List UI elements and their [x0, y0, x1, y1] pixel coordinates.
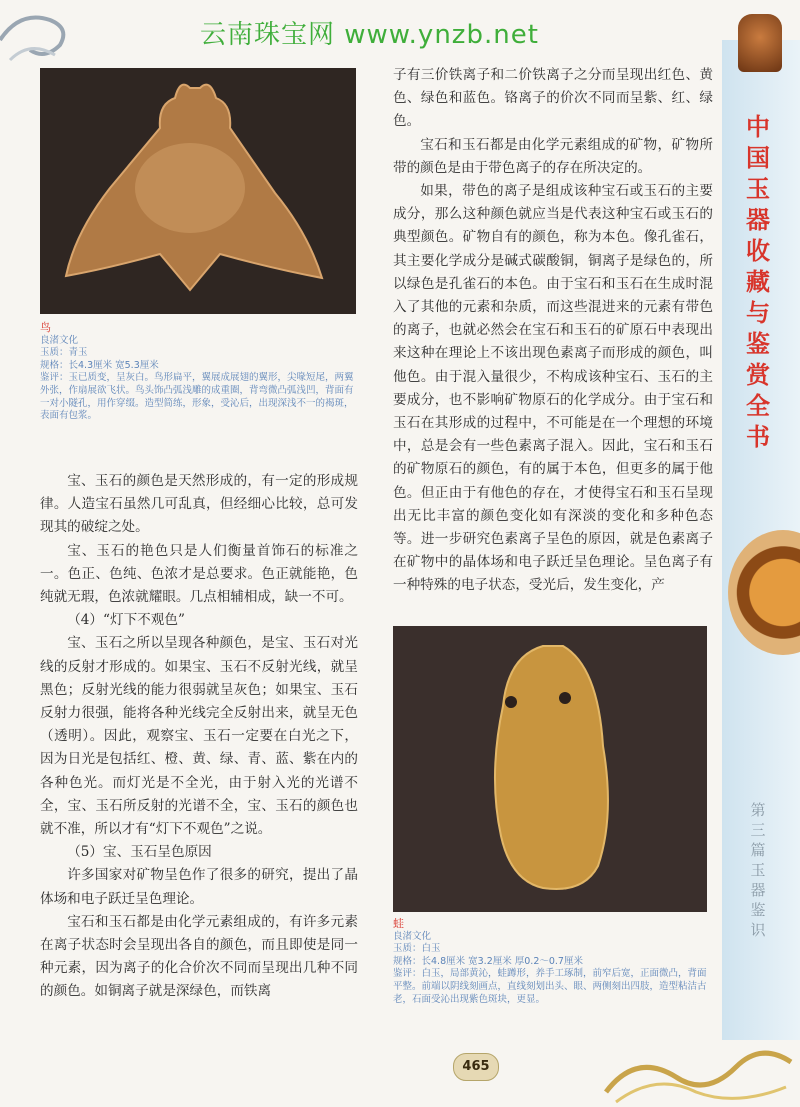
watermark: 云南珠宝网 www.ynzb.net — [200, 20, 539, 50]
section-heading: （5）宝、玉石呈色原因 — [67, 844, 212, 861]
artifact-2-caption — [393, 918, 713, 1006]
artifact-2-material: 玉质：白玉 — [393, 943, 441, 955]
paragraph: 宝、玉石的颜色是天然形成的，有一定的形成规律。人造宝石虽然几可乱真，但经细心比较，总可发现其的破绽之处。 — [40, 473, 358, 536]
paragraph: 宝石和玉石都是由化学元素组成的矿物，矿物所带的颜色是由于带色离子的存在所决定的。 — [393, 136, 713, 176]
bird-jade-photo — [40, 68, 356, 314]
paragraph: 宝、玉石的艳色只是人们衡量首饰石的标准之一。色正、色纯、色浓才是总要求。色正就能艳，色纯就无瑕，色浓就耀眼。几点相辅相成，缺一不可。 — [40, 542, 358, 606]
dragon-ornament — [596, 1032, 800, 1107]
artifact-1-dimensions: 规格：长4.3厘米 宽5.3厘米 — [40, 359, 159, 371]
page-number: 465 — [453, 1053, 499, 1081]
corner-ornament — [0, 0, 90, 70]
paragraph: 如果，带色的离子是组成该种宝石或玉石的主要成分，那么这种颜色就应当是代表这种宝石或玉石的典型颜色。矿物自有的颜色，称为本色。像孔雀石，其主要化学成分是碱式碳酸铜，铜离子是绿色的，所以绿色是孔雀石的本色。由于宝石和玉石在生成时混入了其他的元素和杂质，而这些混进来的元素有带色的离子，也就必然会在宝石和玉石的矿原石中表现出来这种在理论上不该出现色素离子而形成的颜色，叫他色。由于混入量很少，不构成该种宝石、玉石的主要成分，也不影响矿物原石的化学成分。由于宝石和玉石在其形成的过程中，不可能是在一个理想的环境中，总是会有一些色素离子混入。因此，宝石和玉石的矿物原石的颜色，有的属于本色，但更多的属于他色。但正由于有他色的存在，才使得宝石和玉石呈现出无比丰富的颜色变化如有深淡的变化和多种色态等。进一步研究色素离子呈色的原因，就是色素离子在矿物中的晶体场和电子跃迁呈色理论。呈色离子有一种特殊的电子状态，受光后，发生变化，产 — [393, 183, 713, 594]
artifact-2-name: 蛙 — [393, 917, 404, 930]
artifact-2-dimensions: 规格：长4.8厘米 宽3.2厘米 厚0.2～0.7厘米 — [393, 955, 583, 967]
left-column-text — [40, 470, 358, 1004]
artifact-1-culture: 良渚文化 — [40, 334, 79, 346]
artifact-1-material: 玉质：青玉 — [40, 347, 88, 359]
bird-jade-shape — [40, 68, 356, 314]
section-heading: （4）“灯下不观色” — [67, 612, 185, 629]
chapter-label: 第三篇 玉器鉴识 — [750, 801, 766, 939]
sidebar-artifact-image — [738, 14, 782, 72]
paragraph: 宝石和玉石都是由化学元素组成的，有许多元素在离子状态时会呈现出各自的颜色，而且即使是同一种元素，因为离子的化合价次不同而呈现出几种不同的颜色。如铜离子就是深绿色，而铁离 — [40, 913, 358, 1000]
artifact-1-name: 鸟 — [40, 321, 51, 334]
paragraph: 子有三价铁离子和二价铁离子之分而呈现出红色、黄色、绿色和蓝色。铬离子的价次不同而呈紫、红、绿色。 — [393, 67, 713, 130]
artifact-1-caption — [40, 322, 360, 423]
frog-jade-shape — [393, 626, 707, 912]
artifact-1-appraisal: 鉴评：玉已质变，呈灰白。鸟形扁平，翼展成展翅的翼形，尖喙短尾，两翼外张，作扇展欲飞状。鸟头饰凸弧浅雕的成重圈，背弯微凸弧浅凹，背面有一对小隧孔，用作穿缀。造型简练，形象，受沁后，出现深浅不一的褐斑，表面有包浆。 — [40, 372, 354, 422]
frog-jade-photo — [393, 626, 707, 912]
paragraph: 许多国家对矿物呈色作了很多的研究，提出了晶体场和电子跃迁呈色理论。 — [40, 867, 358, 907]
artifact-2-appraisal: 鉴评：白玉，局部黄沁，蛙蹲形，养手工琢制，前窄后宽，正面微凸，背面平整。前端以阴线刻画点，直线刻划出头、眼、两侧刻出四肢，造型粘洁古老，石面受沁出现紫色斑块，更显。 — [393, 968, 707, 1005]
right-column-text — [393, 64, 713, 598]
paragraph: 宝、玉石之所以呈现各种颜色，是宝、玉石对光线的反射才形成的。如果宝、玉石不反射光线，就呈黑色；反射光线的能力很弱就呈灰色；如果宝、玉石反射力很强，能将各种光线完全反射出来，就呈无色（透明）。因此，观察宝、玉石一定要在白光之下，因为日光是包括红、橙、黄、绿、青、蓝、紫在内的各种色光。而灯光是不全光，由于射入光的光谱不全，宝、玉石所反射的光谱不全，宝、玉石的颜色也就不准，所以才有“灯下不观色”之说。 — [40, 635, 358, 838]
series-title: 中国玉器收藏与鉴赏全书 — [746, 113, 770, 451]
artifact-2-culture: 良渚文化 — [393, 930, 432, 942]
